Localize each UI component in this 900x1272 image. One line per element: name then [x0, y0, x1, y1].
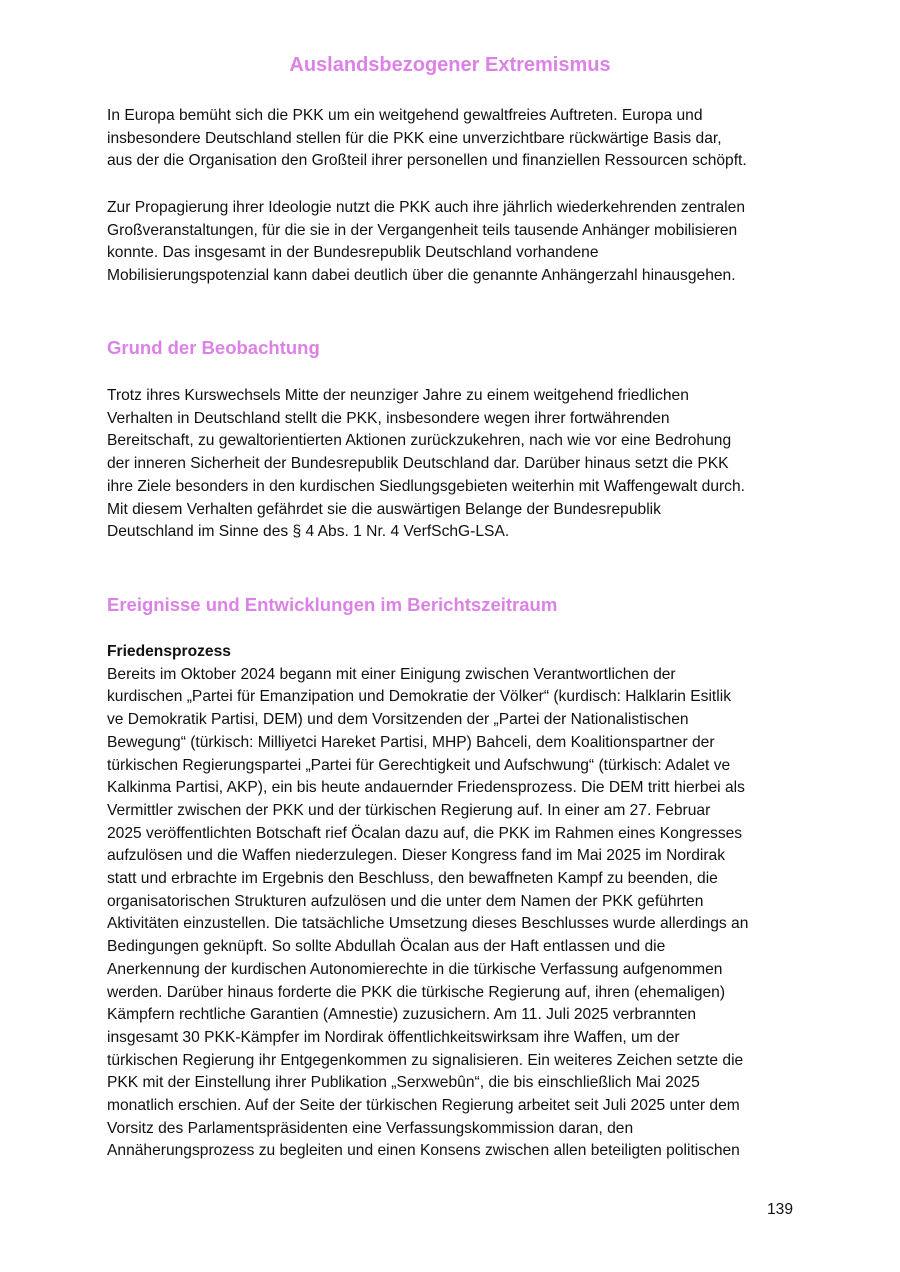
text-line: Anerkennung der kurdischen Autonomierechte in die türkische Verfassung aufgenommen: [107, 960, 723, 978]
text-line: Verhalten in Deutschland stellt die PKK, insbesondere wegen ihrer fortwährenden: [107, 409, 670, 427]
text-line: Zur Propagierung ihrer Ideologie nutzt die PKK auch ihre jährlich wiederkehrenden zentralen: [107, 199, 745, 216]
text-line: der inneren Sicherheit der Bundesrepublik Deutschland dar. Darüber hinaus setzt die PKK: [107, 455, 729, 473]
text-line: Aktivitäten einzustellen. Die tatsächliche Umsetzung dieses Beschlusses wurde allerdings an: [107, 915, 749, 933]
text-line: türkischen Regierung ihr Entgegenkommen zu signalisieren. Ein weiteres Zeichen setzte die: [107, 1051, 744, 1069]
text-line: konnte. Das insgesamt in der Bundesrepublik Deutschland vorhandene: [107, 244, 599, 262]
section-heading-ereignisse: Ereignisse und Entwicklungen im Berichtszeitraum: [107, 594, 558, 615]
text-line: PKK mit der Einstellung ihrer Publikation „Serxwebûn“, die bis einschließlich Mai 2025: [107, 1074, 700, 1092]
text-line: Trotz ihres Kurswechsels Mitte der neunziger Jahre zu einem weitgehend friedlichen: [107, 387, 689, 404]
text-line: Bedingungen geknüpft. So sollte Abdullah Öcalan aus der Haft entlassen und die: [107, 938, 666, 956]
ereignisse-body: [107, 641, 797, 1163]
grund-paragraph: [107, 385, 797, 544]
text-line: Annäherungsprozess zu begleiten und einen Konsens zwischen allen beteiligten politischen: [107, 1142, 740, 1160]
intro-paragraph-2: [107, 197, 797, 288]
text-line: insbesondere Deutschland stellen für die PKK eine unverzichtbare rückwärtige Basis dar,: [107, 129, 722, 147]
text-line: statt und erbrachte im Ergebnis den Beschluss, den bewaffneten Kampf zu beenden, die: [107, 870, 718, 888]
subheading-friedensprozess: Friedensprozess: [107, 643, 231, 660]
text-line: Vorsitz des Parlamentspräsidenten eine Verfassungskommission daran, den: [107, 1119, 634, 1137]
text-line: Mit diesem Verhalten gefährdet sie die auswärtigen Belange der Bundesrepublik: [107, 500, 661, 518]
text-line: 2025 veröffentlichten Botschaft rief Öcalan dazu auf, die PKK im Rahmen eines Kongresses: [107, 824, 743, 842]
text-line: monatlich erschien. Auf der Seite der türkischen Regierung arbeitet seit Juli 2025 unter dem: [107, 1097, 740, 1115]
text-line: Mobilisierungspotenzial kann dabei deutlich über die genannte Anhängerzahl hinausgehen.: [107, 267, 736, 285]
text-line: aus der die Organisation den Großteil ihrer personellen und finanziellen Ressourcen schöpft.: [107, 152, 747, 170]
text-line: Großveranstaltungen, für die sie in der Vergangenheit teils tausende Anhänger mobilisieren: [107, 221, 738, 239]
text-line: In Europa bemüht sich die PKK um ein weitgehend gewaltfreies Auftreten. Europa und: [107, 107, 703, 124]
text-line: aufzulösen und die Waffen niederzulegen. Dieser Kongress fand im Mai 2025 im Nordirak: [107, 847, 726, 865]
text-line: Kalkinma Partisi, AKP), ein bis heute andauernder Friedensprozess. Die DEM tritt hierbei als: [107, 779, 745, 797]
text-line: Bewegung“ (türkisch: Milliyetci Hareket Partisi, MHP) Bahceli, dem Koalitionspartner der: [107, 733, 715, 751]
text-line: insgesamt 30 PKK-Kämpfer im Nordirak öffentlichkeitswirksam ihre Waffen, um der: [107, 1028, 680, 1046]
text-line: ihre Ziele besonders in den kurdischen Siedlungsgebieten weiterhin mit Waffengewalt durch.: [107, 477, 745, 495]
section-heading-grund: Grund der Beobachtung: [107, 337, 320, 358]
text-line: türkischen Regierungspartei „Partei für Gerechtigkeit und Aufschwung“ (türkisch: Adalet ve: [107, 756, 731, 774]
text-line: organisatorischen Strukturen aufzulösen und die unter dem Namen der PKK geführten: [107, 892, 704, 910]
text-line: werden. Darüber hinaus forderte die PKK die türkische Regierung auf, ihren (ehemaligen): [107, 983, 726, 1001]
text-line: Bereits im Oktober 2024 begann mit einer Einigung zwischen Verantwortlichen der: [107, 665, 676, 683]
page-number: 139: [766, 1201, 793, 1218]
text-line: kurdischen „Partei für Emanzipation und Demokratie der Völker“ (kurdisch: Halklarin Esitlik: [107, 688, 731, 706]
text-line: Kämpfern rechtliche Garantien (Amnestie) zuzusichern. Am 11. Juli 2025 verbrannten: [107, 1006, 697, 1024]
text-line: ve Demokratik Partisi, DEM) und dem Vorsitzenden der „Partei der Nationalistischen: [107, 711, 689, 729]
running-title: Auslandsbezogener Extremismus: [289, 54, 611, 76]
text-line: Vermittler zwischen der PKK und der türkischen Regierung auf. In einer am 27. Februar: [107, 801, 711, 819]
intro-paragraph-1: [107, 105, 797, 173]
text-line: Deutschland im Sinne des § 4 Abs. 1 Nr. 4 VerfSchG-LSA.: [107, 523, 510, 541]
text-line: Bereitschaft, zu gewaltorientierten Aktionen zurückzukehren, nach wie vor eine Bedrohung: [107, 432, 732, 450]
